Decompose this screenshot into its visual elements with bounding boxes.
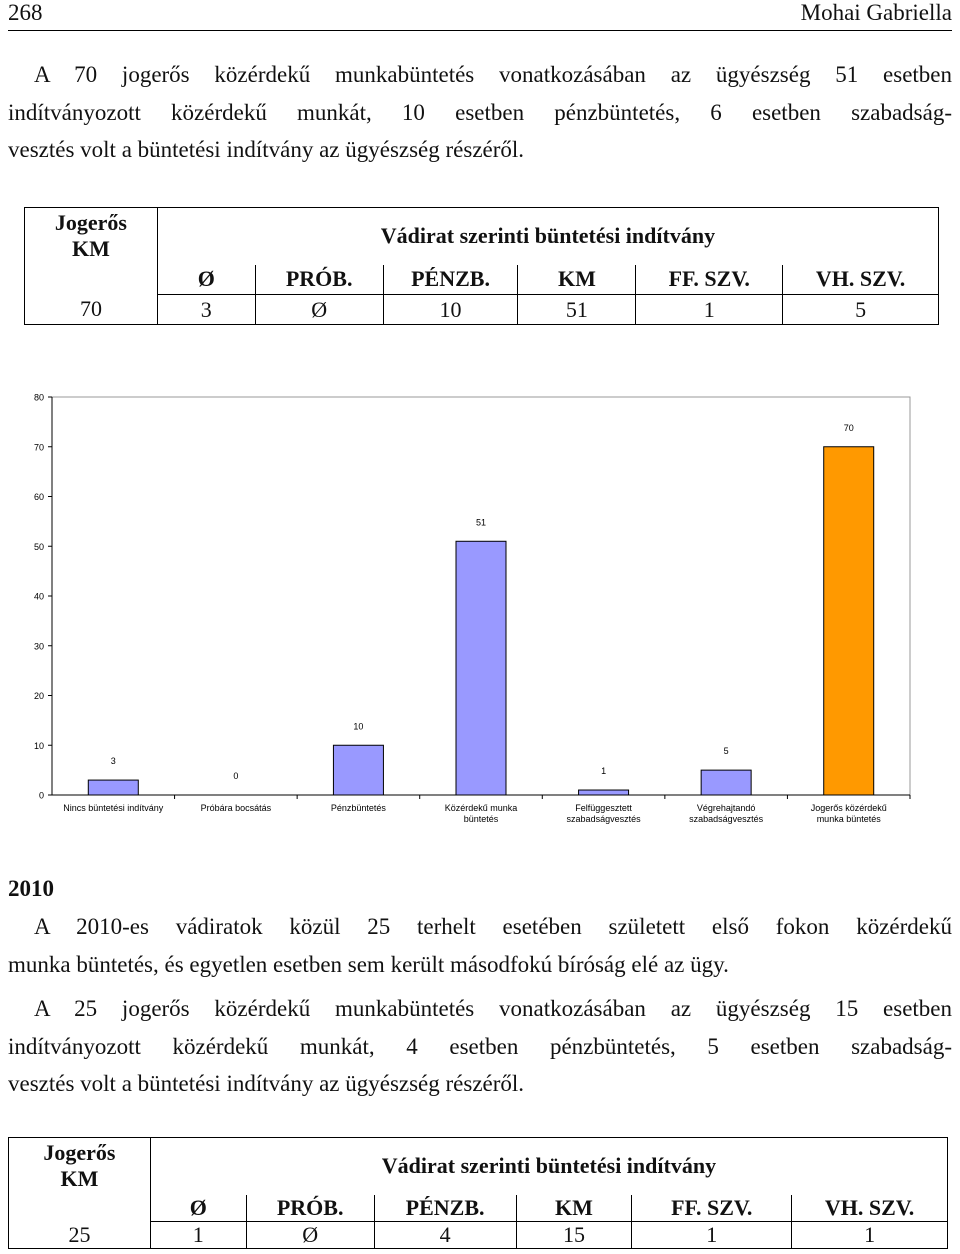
table-cell: 1	[150, 1222, 246, 1249]
column-header: KM	[518, 265, 636, 295]
x-tick-label-line: Közérdekű munka	[444, 803, 518, 813]
paragraph-2010-first-instance	[8, 908, 952, 983]
x-tick-label-line: Pénzbüntetés	[330, 803, 386, 813]
y-tick-label: 70	[33, 442, 44, 453]
table-cell: Ø	[255, 295, 383, 325]
x-tick-label-line: Nincs büntetési indítvány	[63, 803, 164, 813]
x-tick-label-line: Végrehajtandó	[696, 803, 756, 813]
sentencing-table-1	[24, 207, 939, 325]
column-header: PÉNZB.	[383, 265, 518, 295]
text-line: munka büntetés, és egyetlen esetben sem került másodfokú bíróság elé az ügy.	[8, 951, 729, 977]
section-heading-2010: 2010	[8, 876, 54, 901]
table-cell: 4	[374, 1222, 516, 1249]
data-label: 5	[723, 746, 729, 757]
column-header: PRÓB.	[246, 1195, 374, 1222]
column-header: Ø	[150, 1195, 246, 1222]
bar	[333, 745, 383, 795]
x-tick-label	[445, 803, 518, 824]
y-tick-label: 50	[33, 541, 44, 552]
sentencing-table-2	[8, 1137, 948, 1249]
data-label: 0	[233, 771, 239, 781]
table-cell: 5	[783, 295, 939, 325]
x-tick-label-line: Felfüggesztett	[575, 803, 632, 813]
x-tick-label	[201, 803, 272, 813]
x-tick-label	[567, 803, 642, 824]
column-header: PÉNZB.	[374, 1195, 516, 1222]
table-title: Vádirat szerinti büntetési indítvány	[150, 1138, 947, 1195]
x-tick-label	[63, 803, 164, 813]
table-cell: 3	[157, 295, 255, 325]
header-km: KM	[71, 236, 110, 262]
table-left-header	[25, 208, 158, 265]
column-header: VH. SZV.	[783, 265, 939, 295]
y-tick-label: 30	[33, 641, 44, 652]
bar	[88, 780, 138, 795]
table-cell: 1	[632, 1222, 792, 1249]
x-tick-label-line: Próbára bocsátás	[200, 803, 272, 813]
page-header	[8, 0, 952, 31]
y-tick-label: 40	[33, 591, 44, 602]
x-tick-label	[811, 803, 887, 824]
table-cell: 15	[516, 1222, 632, 1249]
column-header: PRÓB.	[255, 265, 383, 295]
table-cell: Ø	[246, 1222, 374, 1249]
table-left-spacer	[25, 265, 158, 295]
column-header: FF. SZV.	[632, 1195, 792, 1222]
x-tick-label	[689, 803, 764, 824]
column-header: FF. SZV.	[636, 265, 783, 295]
x-tick-label-line: Jogerős közérdekű	[810, 803, 887, 813]
data-label: 1	[601, 766, 607, 777]
header-jogeros: Jogerős	[43, 1140, 116, 1166]
bar	[579, 790, 629, 795]
text-line: A 2010-es vádiratok közül 25 terhelt esetében született első fokon közérdekű	[34, 914, 952, 939]
data-label: 51	[475, 517, 487, 528]
header-km: KM	[60, 1166, 99, 1192]
y-tick-label: 80	[33, 392, 44, 403]
bar	[456, 541, 506, 795]
column-header: Ø	[157, 265, 255, 295]
paragraph-2010-summary	[8, 990, 952, 1103]
data-label: 3	[110, 756, 116, 767]
table-left-value: 70	[25, 295, 158, 325]
text-line: indítványozott közérdekű munkát, 10 esetben pénzbüntetés, 6 esetben szabadság-	[8, 99, 952, 125]
bar	[824, 447, 874, 795]
text-line: indítványozott közérdekű munkát, 4 esetben pénzbüntetés, 5 esetben szabadság-	[8, 1033, 952, 1059]
table-cell: 51	[518, 295, 636, 325]
bar-chart	[20, 385, 920, 835]
page-number: 268	[8, 0, 43, 25]
y-tick-label: 0	[38, 790, 44, 801]
text-line: vesztés volt a büntetési indítvány az ügyészség részéről.	[8, 137, 525, 162]
column-header: KM	[516, 1195, 632, 1222]
table-cell: 1	[636, 295, 783, 325]
x-tick-label	[331, 803, 387, 813]
data-label: 70	[843, 422, 854, 433]
x-tick-label-line: szabadságvesztés	[689, 814, 764, 824]
table-left-spacer	[9, 1195, 151, 1222]
table-cell: 10	[383, 295, 518, 325]
x-tick-label-line: büntetés	[463, 814, 499, 824]
paragraph-2009-summary	[8, 56, 952, 169]
text-line: vesztés volt a büntetési indítvány az ügyészség részéről.	[8, 1071, 525, 1096]
y-tick-label: 10	[33, 740, 44, 751]
column-header: VH. SZV.	[792, 1195, 948, 1222]
running-author: Mohai Gabriella	[800, 0, 952, 25]
text-line: A 70 jogerős közérdekű munkabüntetés vonatkozásában az ügyészség 51 esetben	[34, 62, 952, 87]
table-left-value: 25	[9, 1222, 151, 1249]
header-jogeros: Jogerős	[54, 210, 127, 236]
text-line: A 25 jogerős közérdekű munkabüntetés vonatkozásában az ügyészség 15 esetben	[34, 996, 952, 1021]
y-tick-label: 60	[33, 492, 44, 502]
table-left-header	[9, 1138, 151, 1195]
data-label: 10	[353, 721, 364, 732]
bar	[701, 770, 751, 795]
x-tick-label-line: szabadságvesztés	[566, 814, 641, 824]
table-cell: 1	[792, 1222, 948, 1249]
table-title: Vádirat szerinti büntetési indítvány	[157, 208, 938, 265]
x-tick-label-line: munka büntetés	[816, 814, 881, 824]
y-tick-label: 20	[33, 691, 44, 701]
